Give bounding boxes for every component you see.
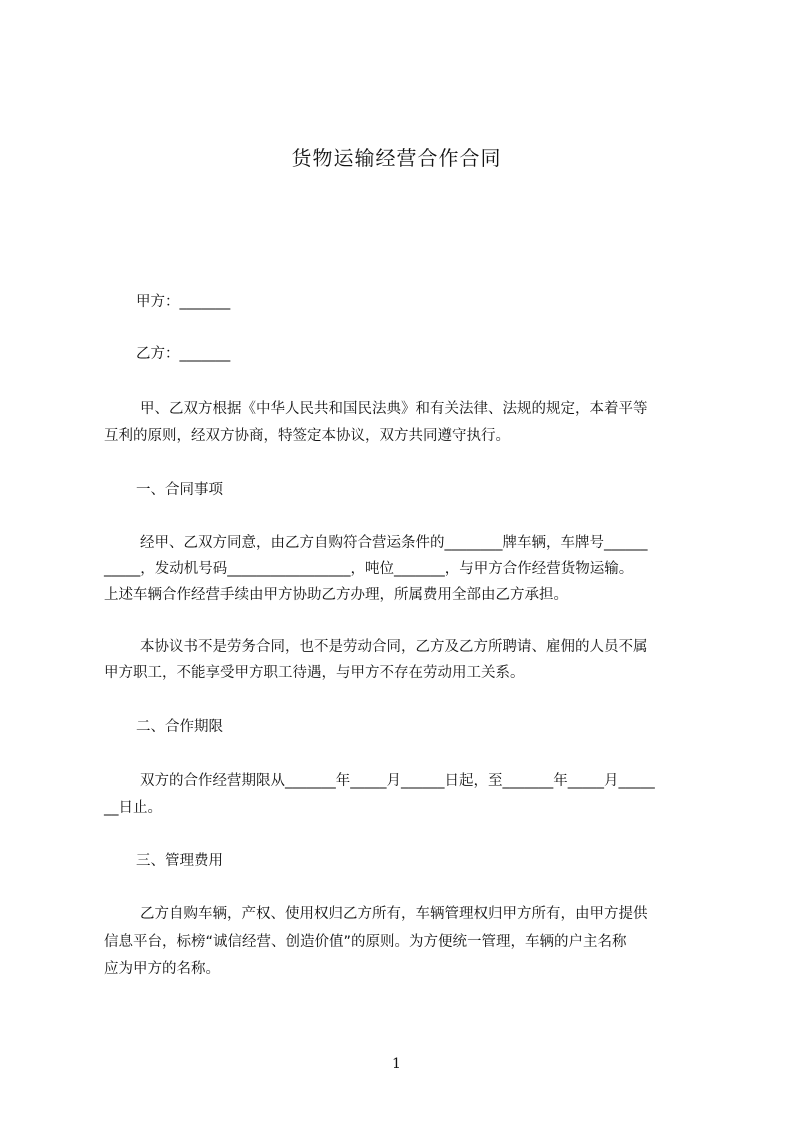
section-3-para-1-line-1: 乙方自购车辆，产权、使用权归乙方所有，车辆管理权归甲方所有，由甲方提供: [140, 906, 648, 922]
page-number: 1: [392, 1056, 401, 1072]
document-title: 货物运输经营合作合同: [291, 146, 502, 170]
section-1-para-2-line-1: 本协议书不是劳务合同，也不是劳动合同，乙方及乙方所聘请、雇佣的人员不属: [140, 639, 648, 655]
section-1-para-1-line-2: _____，发动机号码_________________，吨位_______，与甲方合作经营货物运输。: [104, 561, 634, 577]
party-a-line: 甲方：_______: [136, 294, 231, 310]
intro-line-1: 甲、乙双方根据《中华人民共和国民法典》和有关法律、法规的规定，本着平等: [140, 401, 648, 417]
section-1-para-1-line-3: 上述车辆合作经营手续由甲方协助乙方办理，所属费用全部由乙方承担。: [104, 587, 568, 603]
section-2-para-1-line-2: __日止。: [104, 800, 162, 816]
section-heading-3: 三、管理费用: [136, 853, 223, 869]
section-3-para-1-line-2: 信息平台，标榜“诚信经营、创造价值”的原则。为方便统一管理，车辆的户主名称: [104, 934, 627, 950]
section-heading-1: 一、合同事项: [136, 482, 223, 498]
section-heading-2: 二、合作期限: [136, 719, 223, 735]
section-2-para-1-line-1: 双方的合作经营期限从_______年_____月______日起，至_______年_____月_____: [140, 773, 655, 789]
section-3-para-1-line-3: 应为甲方的名称。: [104, 961, 220, 977]
intro-line-2: 互利的原则，经双方协商，特签定本协议，双方共同遵守执行。: [104, 428, 510, 444]
party-b-line: 乙方：_______: [136, 346, 231, 362]
section-1-para-1-line-1: 经甲、乙双方同意，由乙方自购符合营运条件的________牌车辆，车牌号______: [140, 535, 648, 551]
section-1-para-2-line-2: 甲方职工，不能享受甲方职工待遇，与甲方不存在劳动用工关系。: [104, 665, 525, 681]
